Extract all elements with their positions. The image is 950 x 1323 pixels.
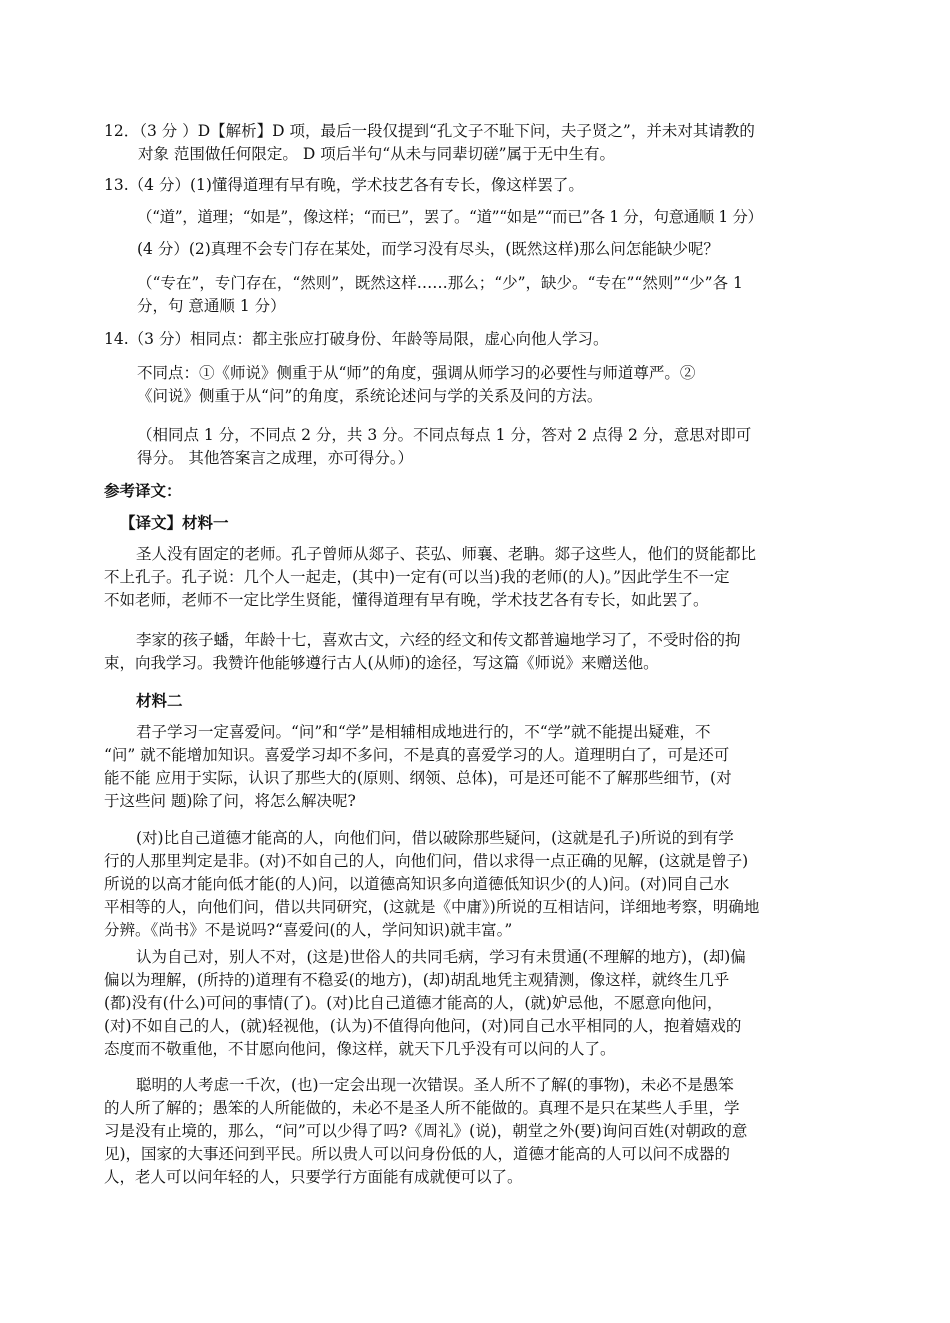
material-2-paragraph-3 [104,946,746,1061]
answer-12-line-1: 12．（3 分 ）D【解析】D 项，最后一段仅提到“孔文子不耻下问，夫子贤之”，并未对其请教的 [104,122,755,140]
answer-13 [104,174,584,197]
material-1-paragraph-1 [104,543,756,612]
translation-subheading-1: 【译文】材料一 [120,513,229,532]
paragraph-line: 行的人那里判定是非。(对)不如自己的人，向他们问，借以求得一点正确的见解，(这就是曾子) [104,852,749,870]
answer-14-line-1: 14.（3 分）相同点：都主张应打破身份、年龄等局限，虚心向他人学习。 [104,330,609,348]
answer-12-line-2: 对象 范围做任何限定。 D 项后半句“从未与同辈切磋”属于无中生有。 [138,145,616,163]
paragraph-line: (对)比自己道德才能高的人，向他们问，借以破除那些疑问，(这就是孔子)所说的到有学 [136,829,734,847]
paragraph-line: 见)，国家的大事还问到平民。所以贵人可以问身份低的人，道德才能高的人可以问不成器的 [104,1145,731,1163]
material-1-paragraph-2 [104,629,741,675]
answer-14-scoring [137,424,751,470]
answer-14-diff-1: 不同点：①《师说》侧重于从“师”的角度，强调从师学习的必要性与师道尊严。② [137,364,696,382]
paragraph-line: “问” 就不能增加知识。喜爱学习却不多问，不是真的喜爱学习的人。道理明白了，可是还可 [104,746,730,764]
paragraph-line: 能不能 应用于实际，认识了那些大的(原则、纲领、总体)，可是还可能不了解那些细节，(对 [104,769,732,787]
answer-13-note-1 [137,206,763,229]
answer-14 [104,328,608,351]
answer-14-score-2: 得分。 其他答案言之成理，亦可得分。） [137,449,414,467]
paragraph-line: 圣人没有固定的老师。孔子曾师从郯子、苌弘、师襄、老聃。郯子这些人，他们的贤能都比 [136,545,757,563]
paragraph-line: 态度而不敬重他，不甘愿向他问，像这样，就天下几乎没有可以问的人了。 [104,1040,616,1058]
paragraph-line: 聪明的人考虑一千次，(也)一定会出现一次错误。圣人所不了解(的事物)，未必不是愚笨 [136,1076,734,1094]
answer-13-line-2: (4 分）(2)真理不会专门存在某处，而学习没有尽头，(既然这样)那么问怎能缺少呢？ [137,240,719,258]
paragraph-line: 偏以为理解，(所持的)道理有不稳妥(的地方)，(却)胡乱地凭主观猜测，像这样，就终生几乎 [104,971,730,989]
answer-13-note-2a: （“专在”，专门存在，“然则”，既然这样……那么；“少”，缺少。“专在”“然则”“少”各 1 [137,274,743,292]
paragraph-line: (对)不如自己的人，(就)轻视他，(认为)不值得向他问，(对)同自己水平相同的人，抱着嬉戏的 [104,1017,742,1035]
paragraph-line: 平相等的人，向他们问，借以共同研究，(这就是《中庸》)所说的互相诘问，详细地考察，明确地 [104,898,760,916]
paragraph-line: 分辨。《尚书》不是说吗?“喜爱问(的人，学问知识)就丰富。” [104,921,513,939]
translation-subheading-2: 材料二 [136,691,183,710]
paragraph-line: 李家的孩子蟠，年龄十七，喜欢古文，六经的经文和传文都普遍地学习了，不受时俗的拘 [136,631,741,649]
paragraph-line: 习是没有止境的，那么，“问”可以少得了吗?《周礼》(说)，朝堂之外(要)询问百姓(对朝政的意 [104,1122,748,1140]
paragraph-line: 不上孔子。孔子说：几个人一起走，(其中)一定有(可以当)我的老师(的人)。”因此学生不一定 [104,568,730,586]
answer-12 [104,120,755,166]
answer-13-note-2 [137,272,743,318]
paragraph-line: 所说的以高才能向低才能(的人)问，以道德高知识多向道德低知识少(的人)问。(对)同自己水 [104,875,730,893]
material-2-paragraph-2 [104,827,759,942]
paragraph-line: 君子学习一定喜爱问。“问”和“学”是相辅相成地进行的，不“学”就不能提出疑难，不 [136,723,711,741]
answer-14-differences [137,362,695,408]
answer-13-line-1: 13.（4 分）(1)懂得道理有早有晚，学术技艺各有专长，像这样罢了。 [104,176,584,194]
answer-13-note-1-text: （“道”，道理；“如是”，像这样；“而已”，罢了。“道”“如是”“而已”各 1 分，句意通顺 1 分） [137,208,763,226]
paragraph-line: (都)没有(什么)可问的事情(了)。(对)比自己道德才能高的人，(就)妒忌他，不愿意向他问， [104,994,723,1012]
material-2-paragraph-4 [104,1074,747,1189]
paragraph-line: 不如老师，老师不一定比学生贤能，懂得道理有早有晚，学术技艺各有专长，如此罢了。 [104,591,709,609]
translation-heading: 参考译文： [104,481,182,500]
answer-14-diff-2: 《问说》侧重于从“问”的角度，系统论述问与学的关系及问的方法。 [137,387,603,405]
answer-14-score-1: （相同点 1 分，不同点 2 分，共 3 分。不同点每点 1 分，答对 2 点得 2 分，意思对即可 [137,426,752,444]
paragraph-line: 人，老人可以问年轻的人，只要学行方面能有成就便可以了。 [104,1168,523,1186]
answer-13-note-2b: 分，句 意通顺 1 分） [137,297,286,315]
paragraph-line: 的人所了解的；愚笨的人所能做的，未必不是圣人所不能做的。真理不是只在某些人手里，学 [104,1099,740,1117]
paragraph-line: 束，向我学习。我赞许他能够遵行古人(从师)的途径，写这篇《师说》来赠送他。 [104,654,659,672]
answer-13-part-2 [137,238,719,261]
paragraph-line: 于这些问 题)除了问，将怎么解决呢? [104,792,356,810]
material-2-paragraph-1 [104,721,732,813]
paragraph-line: 认为自己对，别人不对，(这是)世俗人的共同毛病，学习有未贯通(不理解的地方)，(却)偏 [136,948,746,966]
